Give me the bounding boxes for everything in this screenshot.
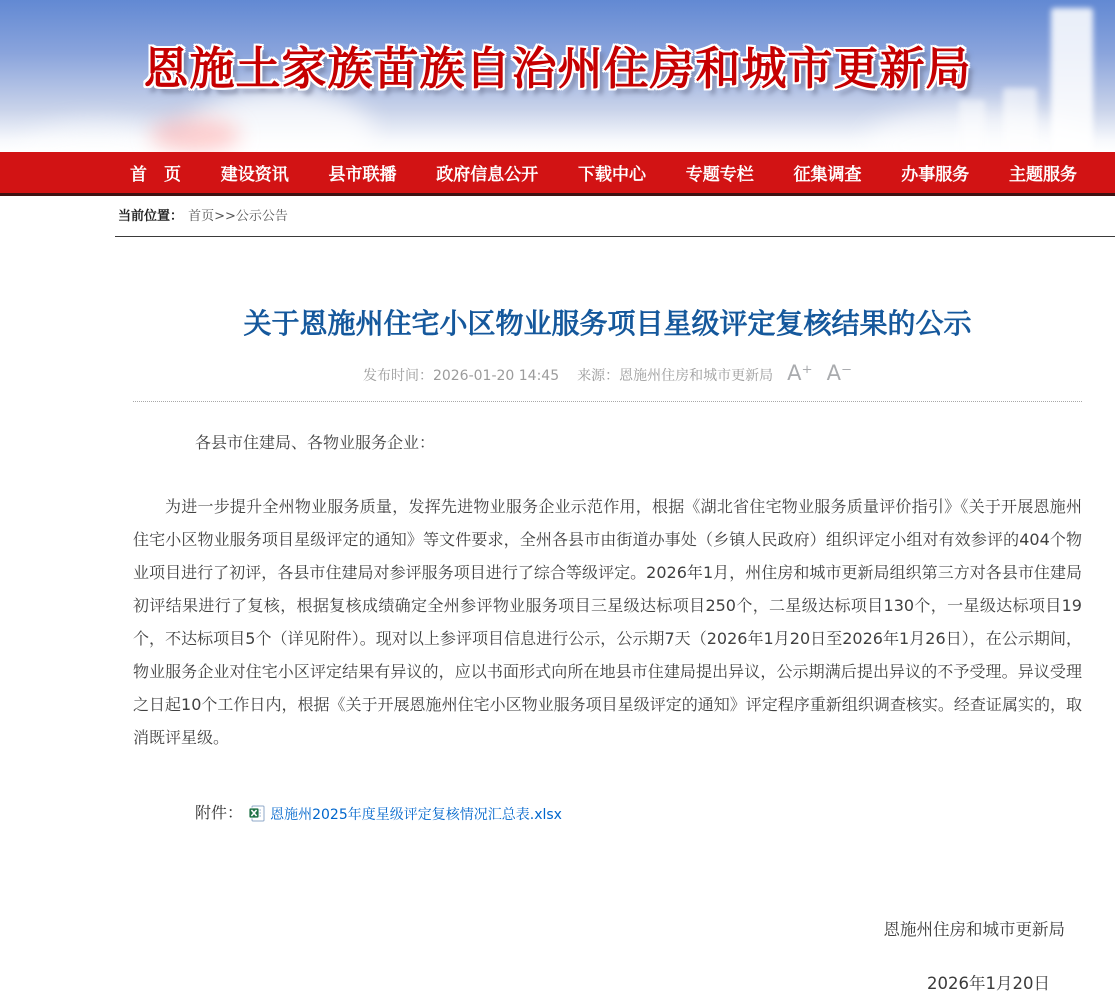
- breadcrumb: [115, 196, 1115, 237]
- attachment-label: 附件：: [195, 803, 244, 822]
- building-silhouette: [959, 100, 985, 152]
- site-banner: [0, 0, 1115, 152]
- font-increase-button[interactable]: A⁺: [787, 361, 813, 385]
- building-silhouette: [1003, 88, 1037, 152]
- main-nav: [0, 152, 1115, 196]
- font-decrease-button[interactable]: A⁻: [826, 361, 853, 385]
- excel-file-icon: [248, 805, 266, 823]
- flare-decoration: [150, 118, 240, 152]
- nav-item-home[interactable]: 首 页: [130, 165, 181, 185]
- source-label: 来源：: [577, 368, 620, 384]
- salutation: 各县市住建局、各物业服务企业：: [195, 433, 436, 452]
- site-title: 恩施土家族苗族自治州住房和城市更新局: [143, 42, 972, 95]
- issue-date: 2026年1月20日: [927, 973, 1050, 993]
- nav-item-special-topics[interactable]: 专题专栏: [685, 165, 754, 185]
- article-title: 关于恩施州住宅小区物业服务项目星级评定复核结果的公示: [243, 307, 972, 340]
- nav-item-downloads[interactable]: 下载中心: [578, 165, 646, 185]
- dotted-divider: [133, 401, 1082, 402]
- source-name: 恩施州住房和城市更新局: [619, 368, 774, 384]
- attachment-row: [133, 800, 1082, 824]
- nav-item-surveys[interactable]: 征集调查: [793, 165, 862, 185]
- attachment-filename: 恩施州2025年度星级评定复核情况汇总表.xlsx: [270, 806, 562, 823]
- nav-item-theme-services[interactable]: 主题服务: [1009, 165, 1077, 185]
- article: [0, 237, 1115, 994]
- nav-item-county-feed[interactable]: 县市联播: [328, 165, 397, 185]
- nav-item-news[interactable]: 建设资讯: [220, 165, 289, 185]
- attachment-link[interactable]: [248, 804, 562, 824]
- cloud-decoration: [20, 122, 170, 152]
- nav-item-services[interactable]: 办事服务: [901, 165, 970, 185]
- breadcrumb-path[interactable]: 首页>>公示公告: [188, 209, 288, 224]
- publish-time: 2026-01-20 14:45: [432, 368, 560, 384]
- publish-time-label: 发布时间：: [362, 368, 433, 384]
- nav-item-gov-info[interactable]: 政府信息公开: [436, 165, 539, 185]
- article-meta: [133, 361, 1082, 385]
- breadcrumb-label: 当前位置：: [118, 209, 184, 224]
- article-body: 为进一步提升全州物业服务质量，发挥先进物业服务企业示范作用，根据《湖北省住宅物业服务质量评价指引》《关于开展恩施州住宅小区物业服务项目星级评定的通知》等文件要求，全州各县市由街道办事处（乡镇人民政府）组织评定小组对有效参评的404个物业项目进行了初评，各县市住建局对参评服务项目进行了综合等级评定。2026年1月，州住房和城市更新局组织第三方对各县市住建局初评结果进行了复核，根据复核成绩确定全州参评物业服务项目三星级达标项目250个，二星级达标项目130个，一星级达标项目19个，不达标项目5个（详见附件）。现对以上参评项目信息进行公示，公示期7天（2026年1月20日至2026年1月26日），在公示期间，物业服务企业对住宅小区评定结果有异议的，应以书面形式向所在地县市住建局提出异议，公示期满后提出异议的不予受理。异议受理之日起10个工作日内，根据《关于开展恩施州住宅小区物业服务项目星级评定的通知》评定程序重新组织调查核实。经查证属实的，取消既评星级。: [133, 497, 1082, 747]
- issuer-signature: 恩施州住房和城市更新局: [883, 919, 1065, 939]
